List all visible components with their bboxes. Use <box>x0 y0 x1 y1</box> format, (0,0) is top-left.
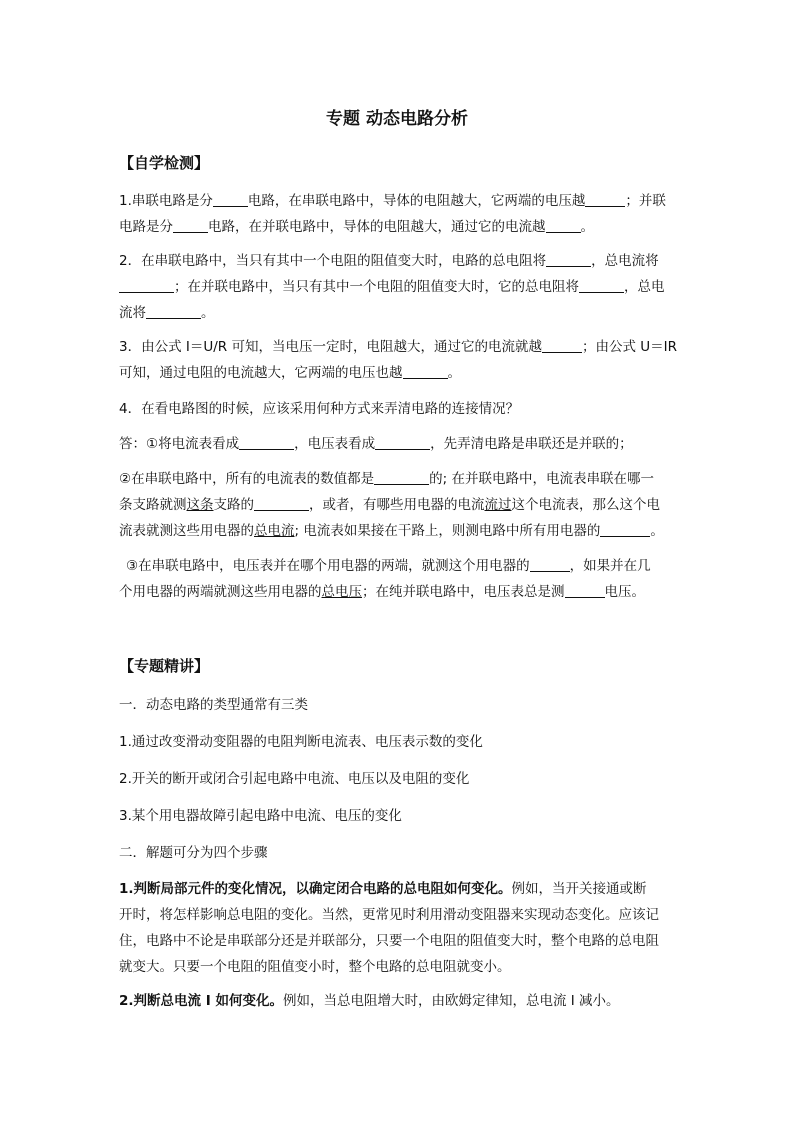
part1-title: 一．动态电路的类型通常有三类 <box>119 697 308 713</box>
answer-blank[interactable] <box>546 219 581 234</box>
question-4: 4．在看电路图的时候，应该采用何种方式来弄清电路的连接情况？ <box>119 401 520 417</box>
answer-blank[interactable] <box>565 584 605 599</box>
step-2: 2.判断总电流 I 如何变化。例如，当总电阻增大时，由欧姆定律知，总电流 I 减小。 <box>119 993 620 1009</box>
part2-title: 二．解题可分为四个步骤 <box>119 845 268 861</box>
answer-blank[interactable] <box>173 219 208 234</box>
answer-blank[interactable] <box>542 339 582 354</box>
answer-blank[interactable] <box>375 436 430 451</box>
step-1: 1.判断局部元件的变化情况，以确定闭合电路的总电阻如何变化。例如，当开关接通或断 开时，将怎样影响总电阻的变化。当然，更常见时利用滑动变阻器来实现动态变化。应该记 住，电路中不论是串联部分还是并联部分，只要一个电阻的阻值变大时，整个电路的总电阻 就变大。只要一个电阻的阻值变小时，整个电路的总电阻就变小。 <box>119 881 659 975</box>
answer-blank[interactable] <box>579 279 624 294</box>
answer-4-2: ②在串联电路中，所有的电流表的数值都是 的; 在并联电路中，电流表串联在哪一 条支路就测这条支路的 ，或者，有哪些用电器的电流流过这个电流表，那么这个电 流表就测这些用电器的总电流; 电流表如果接在干路上，则测电路中所有用电器的 。 <box>119 471 664 539</box>
section-heading-self-check: 【自学检测】 <box>119 154 210 172</box>
answer-4-1: 答：①将电流表看成 ，电压表看成 ，先弄清电路是串联还是并联的； <box>119 436 633 452</box>
section-heading-lecture: 【专题精讲】 <box>119 657 210 675</box>
page-title: 专题 动态电路分析 <box>326 109 468 129</box>
answer-blank[interactable] <box>213 193 248 208</box>
answer-blank[interactable] <box>585 193 625 208</box>
answer-blank[interactable] <box>374 471 429 486</box>
list-item: 3.某个用电器故障引起电路中电流、电压的变化 <box>119 808 402 824</box>
list-item: 2.开关的断开或闭合引起电路中电流、电压以及电阻的变化 <box>119 771 470 787</box>
answer-blank[interactable] <box>403 365 448 380</box>
list-item: 1.通过改变滑动变阻器的电阻判断电流表、电压表示数的变化 <box>119 734 483 750</box>
answer-blank[interactable] <box>146 305 201 320</box>
answer-blank[interactable] <box>546 253 591 268</box>
answer-blank[interactable] <box>600 523 650 538</box>
answer-blank[interactable] <box>254 497 309 512</box>
question-1: 1.串联电路是分 电路，在串联电路中，导体的电阻越大，它两端的电压越 ；并联 电路是分 电路，在并联电路中，导体的电阻越大，通过它的电流越 。 <box>119 193 666 235</box>
question-2: 2．在串联电路中，当只有其中一个电阻的阻值变大时，电路的总电阻将 ，总电流将 ；在并联电路中，当只有其中一个电阻的阻值变大时，它的总电阻将 ，总电 流将 。 <box>119 253 665 321</box>
question-3: 3．由公式 I＝U/R 可知，当电压一定时，电阻越大，通过它的电流就越 ；由公式 U＝IR 可知，通过电阻的电流越大，它两端的电压也越 。 <box>119 339 678 381</box>
answer-blank[interactable] <box>119 279 174 294</box>
answer-4-3: ③在串联电路中，电压表并在哪个用电器的两端，就测这个用电器的 ，如果并在几 个用电器的两端就测这些用电器的总电压；在纯并联电路中，电压表总是测 电压。 <box>119 558 651 600</box>
answer-blank[interactable] <box>239 436 294 451</box>
answer-blank[interactable] <box>530 558 570 573</box>
